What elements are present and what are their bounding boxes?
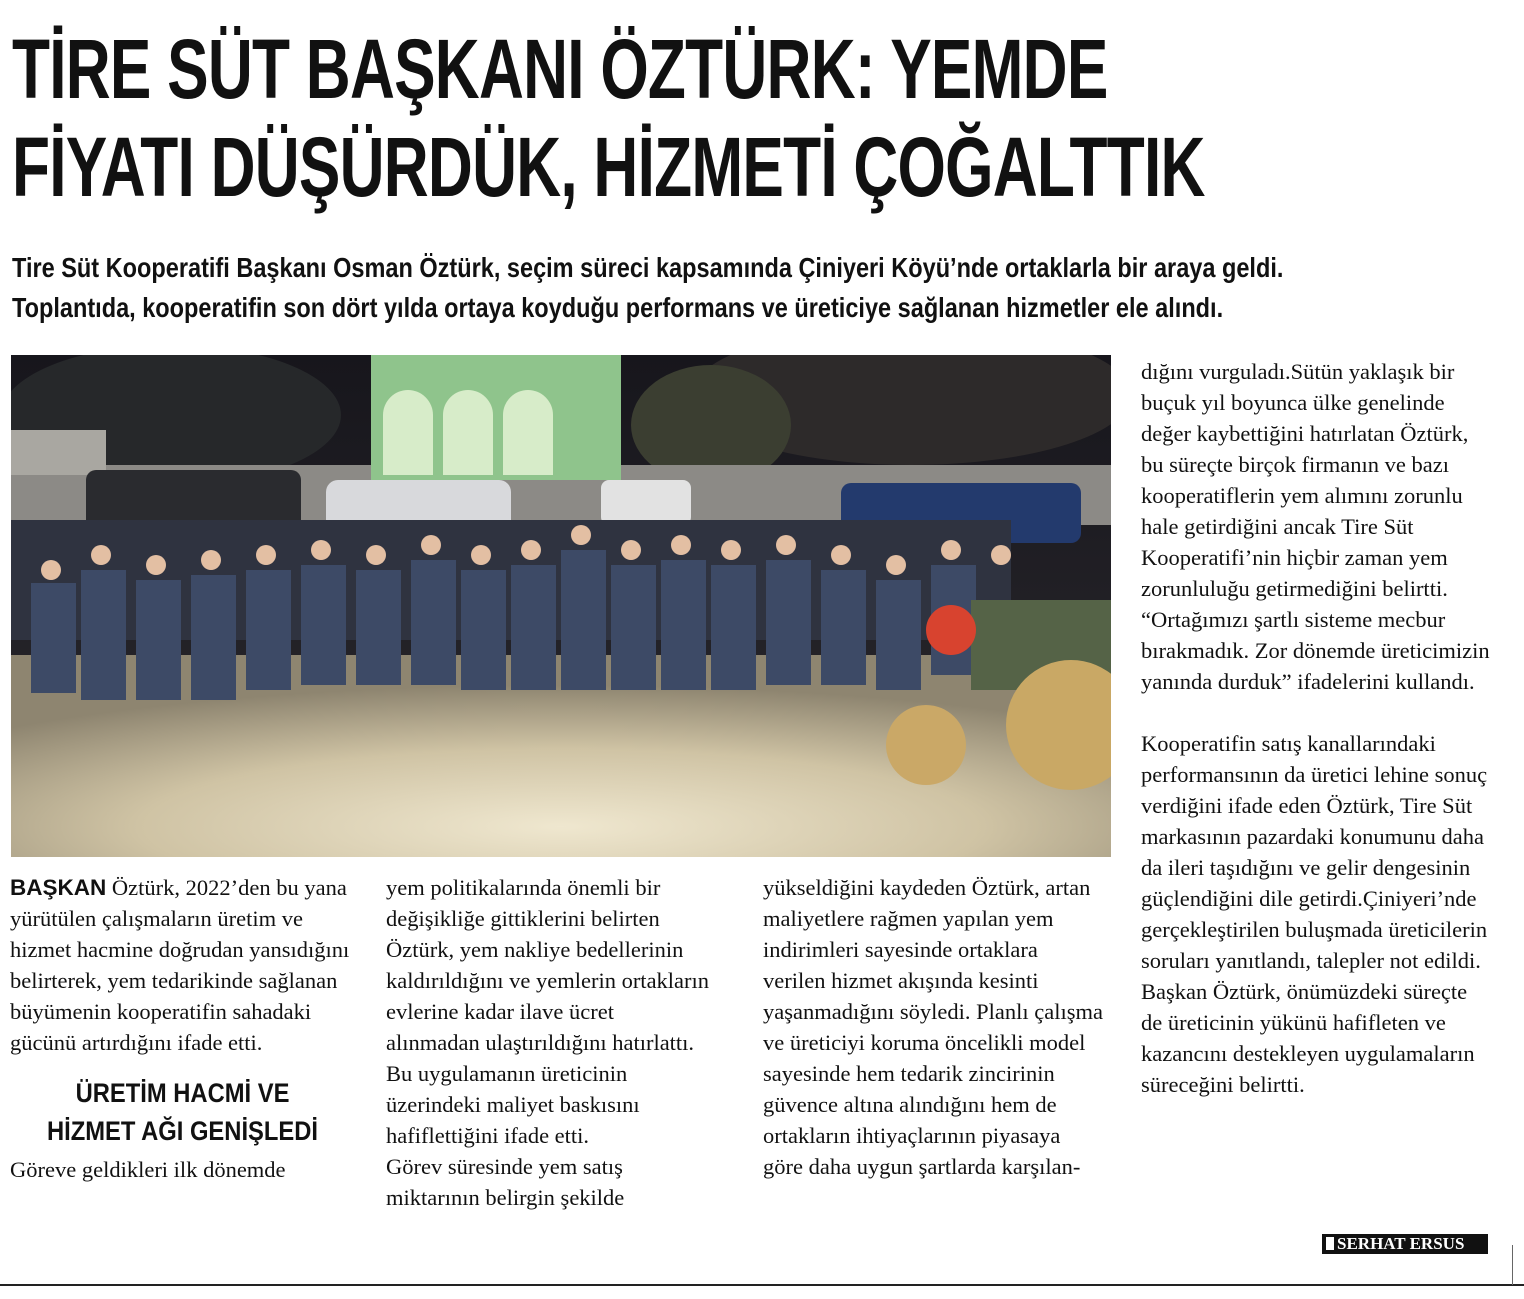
right-edge-rule xyxy=(1512,1245,1513,1285)
subheading-line-1: ÜRETİM HACMİ VE xyxy=(75,1078,290,1108)
column-4-paragraph-2: Kooperatifin satış kanallarındaki performansının da üretici lehine sonuç verdiğini ifade eden Öztürk, Tire Süt markasının pazardaki konumunu daha da ileri taşıdığını ve gelir dengesinin güçlendiğini dile getirdi.Çiniyeri’nde gerçekleştirilen buluşmada üreticilerin soruları yanıtlandı, talepler not edildi. Başkan Öztürk, önümüzdeki süreçte de üreticinin yükünü hafifleten ve kazancını destekleyen uygulamaların süreceğini belirtti. xyxy=(1141,731,1488,1097)
subheading xyxy=(31,1074,335,1150)
column-1-paragraph xyxy=(10,872,355,1058)
column-2-paragraph-2: Görev süresinde yem satış miktarının belirgin şekilde xyxy=(386,1154,625,1210)
column-2 xyxy=(386,872,711,1213)
column-3-paragraph: yükseldiğini kaydeden Öztürk, artan maliyetlere rağmen yapılan yem indirimleri sayesinde ortaklara verilen hizmet akışında kesinti yaşanmadığını söyledi. Planlı çalışma ve üreticiyi koruma öncelikli model sayesinde hem tedarik zincirinin güvence altına alındığını hem de ortakların ihtiyaçlarının piyasaya göre daha uygun şartlarda karşılan- xyxy=(763,875,1103,1179)
byline-author: SERHAT ERSUS xyxy=(1337,1234,1465,1253)
paragraph-gap xyxy=(1141,697,1491,728)
column-1 xyxy=(10,872,355,1185)
subheading-block xyxy=(10,1058,355,1154)
spot-summary xyxy=(12,248,1284,328)
column-2-paragraph-1: yem politikalarında önemli bir değişikliğe gittiklerini belirten Öztürk, yem nakliye bedellerinin kaldırıldığını ve yemlerin ortakların evlerine kadar ilave ücret alınmadan ulaştırıldığını hatırlattı. Bu uygulamanın üreticinin üzerindeki maliyet baskısını hafiflettiğini ifade etti. xyxy=(386,875,710,1148)
lead-word: BAŞKAN xyxy=(10,875,107,900)
column-4 xyxy=(1141,356,1491,1100)
headline-line-2: FİYATI DÜŞÜRDÜK, HİZMETİ ÇOĞALTTIK xyxy=(12,120,1205,214)
spot-line-2: Toplantıda, kooperatifin son dört yılda ortaya koyduğu performans ve üreticiye sağlanan hizmetler ele alındı. xyxy=(12,292,1224,323)
byline xyxy=(1322,1234,1488,1254)
spot-line-1: Tire Süt Kooperatifi Başkanı Osman Öztürk, seçim süreci kapsamında Çiniyeri Köyü’nde ortaklarla bir araya geldi. xyxy=(12,252,1284,283)
headline-line-1: TİRE SÜT BAŞKANI ÖZTÜRK: YEMDE xyxy=(12,22,1108,116)
headline xyxy=(12,20,1205,216)
column-1-continuation: Göreve geldikleri ilk dönemde xyxy=(10,1157,286,1182)
column-3 xyxy=(763,872,1103,1182)
group-photo-image xyxy=(11,355,1111,857)
column-1-text: Öztürk, 2022’den bu yana yürütülen çalışmaların üretim ve hizmet hacmine doğrudan yansıdığını belirterek, yem tedarikinde sağlanan büyümenin kooperatifin sahadaki gücünü artırdığını ifade etti. xyxy=(10,875,350,1055)
column-4-paragraph-1: dığını vurguladı.Sütün yaklaşık bir buçuk yıl boyunca ülke genelinde değer kaybettiğini hatırlatan Öztürk, bu süreçte birçok firmanın ve bazı kooperatiflerin yem alımını zorunlu hale getirdiğini ancak Tire Süt Kooperatifi’nin hiçbir zaman yem zorunluluğu getirmediğini belirtti. “Ortağımızı şartlı sisteme mecbur bırakmadık. Zor dönemde üreticimizin yanında durduk” ifadelerini kullandı. xyxy=(1141,359,1490,694)
bottom-rule xyxy=(0,1284,1524,1286)
group-photo xyxy=(11,355,1111,857)
byline-square-icon xyxy=(1326,1237,1334,1250)
subheading-line-2: HİZMET AĞI GENİŞLEDİ xyxy=(46,1116,319,1146)
